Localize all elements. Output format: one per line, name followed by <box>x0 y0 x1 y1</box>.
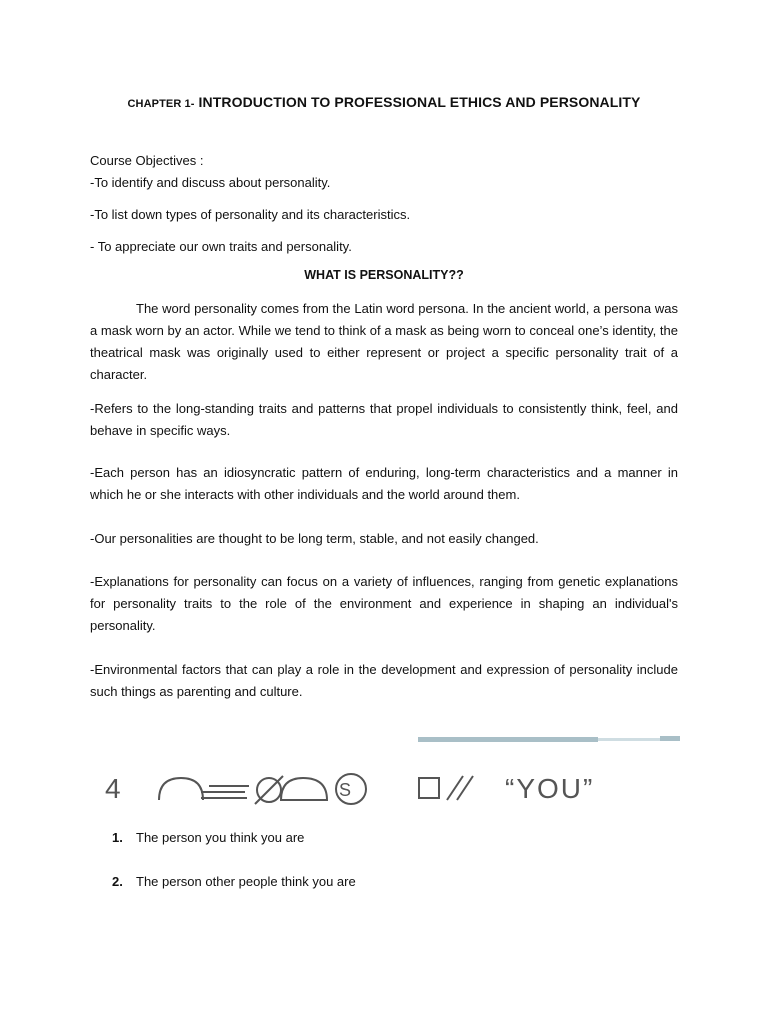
body-paragraph: -Environmental factors that can play a role in the development and expression of personality include such things as parenting and culture. <box>90 662 678 699</box>
arc-glyph-icon <box>159 778 203 800</box>
dome-glyph-icon <box>281 778 327 800</box>
list-item-text: The person you think you are <box>136 830 305 845</box>
body-paragraph: -Our personalities are thought to be long term, stable, and not easily changed. <box>90 531 539 546</box>
intro-paragraph: The word personality comes from the Latin word persona. In the ancient world, a persona was a mask worn by an actor. While we tend to think of a mask as being worn to conceal one’s identity, the theatrical mask was originally used to either represent or project a specific personality trait of a character. <box>90 301 678 382</box>
square-glyph-icon <box>419 778 439 798</box>
divider-bar-end <box>660 736 680 741</box>
body-paragraph: -Explanations for personality can focus on a variety of influences, ranging from genetic explanations for personality traits to the role of the environment and experience in shaping an individual's personality. <box>90 574 678 633</box>
decorative-divider <box>418 736 680 742</box>
list-item <box>112 871 612 893</box>
list-item <box>112 827 612 849</box>
body-paragraph: -Each person has an idiosyncratic pattern of enduring, long-term characteristics and a manner in which he or she interacts with other individuals and the world around them. <box>90 465 678 502</box>
numbered-list <box>112 827 612 893</box>
banner-quote: “YOU” <box>505 773 595 804</box>
slash-glyph-icon <box>255 776 283 804</box>
section-heading: WHAT IS PERSONALITY?? <box>304 268 464 282</box>
chapter-title-text: INTRODUCTION TO PROFESSIONAL ETHICS AND PERSONALITY <box>198 94 641 110</box>
body-paragraph: -Refers to the long-standing traits and patterns that propel individuals to consistently think, feel, and behave in specific ways. <box>90 401 678 438</box>
objectives-heading: Course Objectives : <box>90 153 204 168</box>
objective-item: -To identify and discuss about personality. <box>90 175 331 190</box>
chapter-title <box>0 94 768 110</box>
divider-bar-main <box>418 737 598 742</box>
list-item-number: 1. <box>112 830 123 845</box>
list-item-text: The person other people think you are <box>136 874 356 889</box>
banner-glyphs <box>159 774 473 804</box>
divider-bar-thin <box>598 738 660 741</box>
four-faces-of-you-banner <box>105 766 665 810</box>
chapter-prefix: CHAPTER 1- <box>127 98 195 110</box>
banner-number: 4 <box>105 773 121 804</box>
course-objectives <box>90 150 678 258</box>
objective-item: - To appreciate our own traits and personality. <box>90 239 352 254</box>
list-item-number: 2. <box>112 874 123 889</box>
circled-s-letter: S <box>338 780 352 800</box>
objective-item: -To list down types of personality and its characteristics. <box>90 207 411 222</box>
